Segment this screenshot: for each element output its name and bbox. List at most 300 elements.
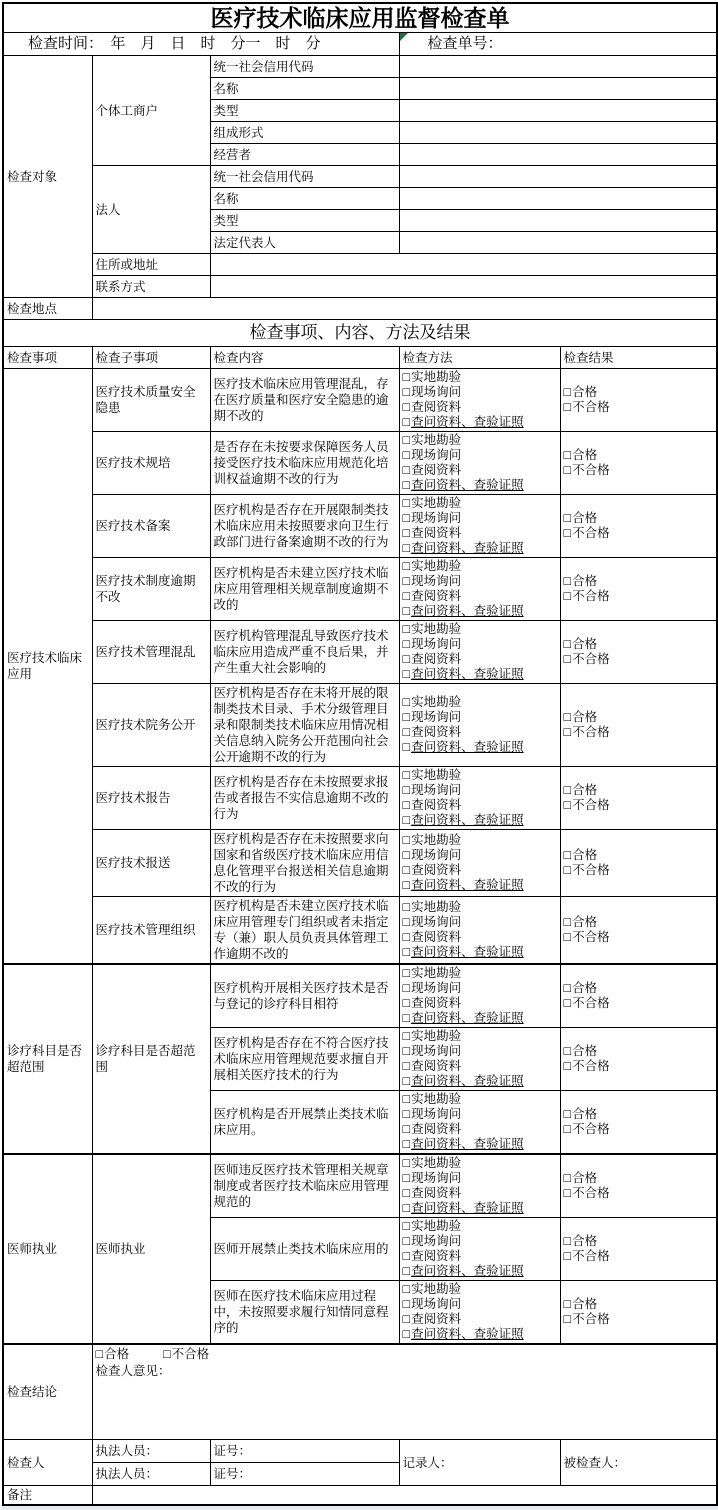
checkbox-label: 查问资料、查验证照 [411, 813, 524, 827]
checkbox-icon[interactable]: □ [563, 1249, 572, 1263]
checkbox-label: 实地勘验 [411, 1156, 462, 1170]
result-option[interactable] [564, 1297, 714, 1312]
form-table [2, 2, 718, 1506]
result-option[interactable] [564, 1044, 714, 1059]
checkbox-icon[interactable]: □ [402, 463, 411, 477]
method-option[interactable] [403, 695, 557, 710]
result-option[interactable] [564, 463, 714, 478]
results-cell [560, 767, 717, 830]
field-label: 统一社会信用代码 [210, 56, 399, 78]
checkbox-label: 不合格 [572, 996, 610, 1010]
method-option[interactable] [403, 589, 557, 604]
inspection-time-cell[interactable]: 检查时间： 年 月 日 时 分一 时 分 [3, 33, 399, 56]
content-cell: 医疗机构是否存在未将开展的限制类技术目录、手术分级管理目录和限制类技术临床应用情况相关信息纳入院务公开范围向社会公开逾期不改的行为 [210, 684, 399, 767]
checkbox-icon[interactable]: □ [402, 1171, 411, 1185]
method-option[interactable] [403, 1107, 557, 1122]
checkbox-label: 实地勘验 [411, 1219, 462, 1233]
checkbox-label: 查问资料、查验证照 [411, 667, 524, 681]
individual-business-label: 个体工商户 [92, 56, 210, 166]
checkbox-label: 不合格 [572, 1312, 610, 1326]
conclusion-option[interactable] [96, 1346, 130, 1363]
conclusion-option[interactable] [163, 1346, 209, 1363]
method-option[interactable] [403, 541, 557, 556]
checkbox-label: 合格 [572, 511, 598, 525]
content-cell: 医疗机构是否存在未按照要求向国家和省级医疗技术临床应用信息化管理平台报送相关信息逾期不改的行为 [210, 830, 399, 897]
method-option[interactable] [403, 604, 557, 619]
method-option[interactable] [403, 945, 557, 960]
checkbox-icon[interactable]: □ [402, 1092, 411, 1106]
checkbox-icon[interactable]: □ [402, 981, 411, 995]
checkbox-icon[interactable]: □ [563, 385, 572, 399]
method-option[interactable] [403, 813, 557, 828]
checkbox-label: 合格 [572, 915, 598, 929]
checkbox-label: 合格 [572, 448, 598, 462]
method-option[interactable] [403, 863, 557, 878]
checkbox-icon[interactable]: □ [563, 915, 572, 929]
checkbox-icon[interactable]: □ [563, 511, 572, 525]
checkbox-label: 合格 [572, 783, 598, 797]
checkbox-icon[interactable]: □ [402, 740, 411, 754]
checkbox-icon[interactable]: □ [402, 496, 411, 510]
results-cell [560, 558, 717, 621]
method-option[interactable] [403, 667, 557, 682]
method-option[interactable] [403, 652, 557, 667]
result-option[interactable] [564, 725, 714, 740]
checkbox-icon[interactable]: □ [402, 559, 411, 573]
checkbox-label: 合格 [572, 848, 598, 862]
results-cell [560, 1091, 717, 1155]
result-option[interactable] [564, 1122, 714, 1137]
method-option[interactable] [403, 415, 557, 430]
checkbox-icon[interactable]: □ [563, 1234, 572, 1248]
checkbox-label: 实地勘验 [411, 370, 462, 384]
method-option[interactable] [403, 1171, 557, 1186]
content-cell: 医疗机构开展相关医疗技术是否与登记的诊疗科目相符 [210, 964, 399, 1028]
method-option[interactable] [403, 637, 557, 652]
checkbox-label: 不合格 [572, 1186, 610, 1200]
method-option[interactable] [403, 1011, 557, 1026]
method-option[interactable] [403, 768, 557, 783]
checkbox-label: 合格 [572, 981, 598, 995]
checkbox-icon[interactable]: □ [402, 370, 411, 384]
method-option[interactable] [403, 1122, 557, 1137]
checkbox-label: 查阅资料 [411, 1249, 462, 1263]
methods-cell [399, 1218, 560, 1281]
checkbox-icon[interactable]: □ [402, 1312, 411, 1326]
checkbox-icon[interactable]: □ [402, 1219, 411, 1233]
checkbox-icon[interactable]: □ [402, 1059, 411, 1073]
checkbox-icon[interactable]: □ [95, 1347, 104, 1361]
checkbox-icon[interactable]: □ [402, 400, 411, 414]
checkbox-icon[interactable]: □ [402, 1074, 411, 1088]
checkbox-label: 现场询问 [411, 1044, 462, 1058]
checkbox-label: 现场询问 [411, 848, 462, 862]
results-cell [560, 897, 717, 965]
officer-cell[interactable]: 执法人员： [92, 1440, 210, 1463]
method-option[interactable] [403, 1186, 557, 1201]
checkbox-icon[interactable]: □ [563, 848, 572, 862]
result-option[interactable] [564, 511, 714, 526]
methods-cell [399, 432, 560, 495]
recorder-cell[interactable]: 记录人： [399, 1440, 560, 1486]
result-option[interactable] [564, 848, 714, 863]
checkbox-label: 查阅资料 [411, 1186, 462, 1200]
checkbox-label: 不合格 [572, 725, 610, 739]
checkbox-label: 实地勘验 [411, 966, 462, 980]
checkbox-label: 现场询问 [411, 448, 462, 462]
address-label: 住所或地址 [92, 254, 210, 276]
sub-item-cell: 诊疗科目是否超范围 [92, 964, 210, 1154]
method-option[interactable] [403, 1264, 557, 1279]
method-option[interactable] [403, 1234, 557, 1249]
conclusion-cell[interactable] [92, 1344, 717, 1440]
field-label: 法定代表人 [210, 232, 399, 254]
result-option[interactable] [564, 1249, 714, 1264]
checkbox-icon[interactable]: □ [402, 385, 411, 399]
result-option[interactable] [564, 1186, 714, 1201]
method-option[interactable] [403, 463, 557, 478]
checkbox-icon[interactable]: □ [563, 1044, 572, 1058]
value-cell[interactable] [399, 56, 717, 78]
checkbox-label: 实地勘验 [411, 768, 462, 782]
checkbox-icon[interactable]: □ [402, 511, 411, 525]
checkbox-icon[interactable]: □ [563, 1297, 572, 1311]
method-option[interactable] [403, 1029, 557, 1044]
field-label: 名称 [210, 78, 399, 100]
checkbox-icon[interactable]: □ [402, 1201, 411, 1215]
checkbox-label: 现场询问 [411, 637, 462, 651]
checkbox-icon[interactable]: □ [402, 448, 411, 462]
methods-cell [399, 495, 560, 558]
checkbox-label: 现场询问 [411, 574, 462, 588]
checkbox-label: 查问资料、查验证照 [411, 945, 524, 959]
checkbox-icon[interactable]: □ [563, 574, 572, 588]
result-option[interactable] [564, 1234, 714, 1249]
checkbox-icon[interactable]: □ [563, 526, 572, 540]
checkbox-icon[interactable]: □ [402, 930, 411, 944]
check-row [3, 767, 717, 830]
checkbox-icon[interactable]: □ [563, 652, 572, 666]
result-option[interactable] [564, 526, 714, 541]
checkbox-icon[interactable]: □ [563, 798, 572, 812]
checkbox-icon[interactable]: □ [563, 463, 572, 477]
checkbox-icon[interactable]: □ [402, 900, 411, 914]
checkbox-label: 不合格 [572, 589, 610, 603]
checkbox-label: 实地勘验 [411, 1092, 462, 1106]
item-cell: 医疗技术临床应用 [3, 369, 92, 965]
result-option[interactable] [564, 915, 714, 930]
result-option[interactable] [564, 400, 714, 415]
checkbox-label: 不合格 [572, 526, 610, 540]
method-option[interactable] [403, 1137, 557, 1152]
contact-label: 联系方式 [92, 276, 210, 298]
results-cell [560, 1281, 717, 1345]
result-option[interactable] [564, 637, 714, 652]
checkbox-icon[interactable]: □ [163, 1347, 171, 1361]
result-option[interactable] [564, 783, 714, 798]
sheet-no-label: 检查单号： [427, 35, 503, 52]
method-option[interactable] [403, 833, 557, 848]
method-option[interactable] [403, 710, 557, 725]
sheet-no-cell[interactable] [399, 33, 717, 56]
method-option[interactable] [403, 511, 557, 526]
method-option[interactable] [403, 798, 557, 813]
checkbox-icon[interactable]: □ [402, 1282, 411, 1296]
checkbox-icon[interactable]: □ [402, 574, 411, 588]
method-option[interactable] [403, 878, 557, 893]
checkbox-label: 查阅资料 [411, 400, 462, 414]
cert-no-cell[interactable]: 证号： [210, 1463, 399, 1486]
checkbox-icon[interactable]: □ [563, 1186, 572, 1200]
checkbox-icon[interactable]: □ [563, 448, 572, 462]
result-option[interactable] [564, 798, 714, 813]
checkbox-icon[interactable]: □ [402, 1249, 411, 1263]
checkbox-label: 不合格 [572, 930, 610, 944]
checkbox-icon[interactable]: □ [402, 667, 411, 681]
method-option[interactable] [403, 559, 557, 574]
methods-cell [399, 964, 560, 1028]
checkbox-icon[interactable]: □ [402, 1156, 411, 1170]
checkbox-icon[interactable]: □ [402, 813, 411, 827]
conclusion-label: 检查结论 [3, 1344, 92, 1440]
result-option[interactable] [564, 448, 714, 463]
results-cell [560, 830, 717, 897]
value-cell[interactable] [399, 232, 717, 254]
checkbox-icon[interactable]: □ [402, 415, 411, 429]
method-option[interactable] [403, 996, 557, 1011]
result-option[interactable] [564, 652, 714, 667]
col-header-content: 检查内容 [210, 347, 399, 369]
checkbox-icon[interactable]: □ [402, 1186, 411, 1200]
checkbox-label: 现场询问 [411, 1171, 462, 1185]
checkbox-icon[interactable]: □ [563, 996, 572, 1010]
checkbox-icon[interactable]: □ [402, 433, 411, 447]
checkbox-icon[interactable]: □ [402, 652, 411, 666]
result-option[interactable] [564, 574, 714, 589]
checkbox-icon[interactable]: □ [402, 604, 411, 618]
method-option[interactable] [403, 740, 557, 755]
checkbox-label: 查阅资料 [411, 589, 462, 603]
method-option[interactable] [403, 1219, 557, 1234]
address-value-cell[interactable] [210, 254, 717, 276]
result-option[interactable] [564, 1107, 714, 1122]
result-option[interactable] [564, 930, 714, 945]
officer-cell[interactable]: 执法人员： [92, 1463, 210, 1486]
checkbox-icon[interactable]: □ [402, 945, 411, 959]
col-header-method: 检查方法 [399, 347, 560, 369]
method-option[interactable] [403, 915, 557, 930]
checkbox-icon[interactable]: □ [563, 1171, 572, 1185]
checkbox-icon[interactable]: □ [402, 710, 411, 724]
result-option[interactable] [564, 1059, 714, 1074]
checkbox-icon[interactable]: □ [402, 541, 411, 555]
checkbox-label: 查阅资料 [411, 1122, 462, 1136]
method-option[interactable] [403, 930, 557, 945]
method-option[interactable] [403, 1297, 557, 1312]
checkbox-icon[interactable]: □ [402, 848, 411, 862]
content-cell: 医师开展禁止类技术临床应用的 [210, 1218, 399, 1281]
checkbox-icon[interactable]: □ [402, 915, 411, 929]
check-row [3, 684, 717, 767]
cert-no-cell[interactable]: 证号： [210, 1440, 399, 1463]
checkbox-icon[interactable]: □ [563, 783, 572, 797]
checkbox-label: 合格 [572, 1171, 598, 1185]
content-cell: 医疗机构是否存在开展限制类技术临床应用未按照要求向卫生行政部门进行备案逾期不改的行为 [210, 495, 399, 558]
checkbox-icon[interactable]: □ [563, 589, 572, 603]
checkbox-icon[interactable]: □ [402, 725, 411, 739]
method-option[interactable] [403, 1282, 557, 1297]
checkbox-icon[interactable]: □ [563, 637, 572, 651]
value-cell[interactable] [399, 78, 717, 100]
result-option[interactable] [564, 1312, 714, 1327]
method-option[interactable] [403, 981, 557, 996]
result-option[interactable] [564, 710, 714, 725]
method-option[interactable] [403, 478, 557, 493]
checkbox-icon[interactable]: □ [402, 637, 411, 651]
methods-cell [399, 897, 560, 965]
col-header-subitem: 检查子事项 [92, 347, 210, 369]
result-option[interactable] [564, 996, 714, 1011]
checkbox-label: 查问资料、查验证照 [411, 415, 524, 429]
checkbox-icon[interactable]: □ [402, 798, 411, 812]
value-cell[interactable] [399, 210, 717, 232]
checkbox-icon[interactable]: □ [402, 1137, 411, 1151]
method-option[interactable] [403, 622, 557, 637]
result-option[interactable] [564, 981, 714, 996]
method-option[interactable] [403, 1074, 557, 1089]
result-option[interactable] [564, 385, 714, 400]
method-option[interactable] [403, 1249, 557, 1264]
checkbox-icon[interactable]: □ [563, 1122, 572, 1136]
checkbox-icon[interactable]: □ [402, 863, 411, 877]
remark-value-cell[interactable] [92, 1486, 717, 1506]
checkbox-label: 查问资料、查验证照 [411, 604, 524, 618]
checkbox-label: 现场询问 [411, 1234, 462, 1248]
method-option[interactable] [403, 783, 557, 798]
value-cell[interactable] [399, 166, 717, 188]
field-label: 名称 [210, 188, 399, 210]
col-header-result: 检查结果 [560, 347, 717, 369]
checkbox-icon[interactable]: □ [402, 1044, 411, 1058]
method-option[interactable] [403, 1201, 557, 1216]
checkbox-label: 不合格 [572, 798, 610, 812]
checkbox-icon[interactable]: □ [402, 768, 411, 782]
method-option[interactable] [403, 1156, 557, 1171]
checkbox-label: 实地勘验 [411, 622, 462, 636]
content-cell: 医疗机构是否未建立医疗技术临床应用管理相关规章制度逾期不改的 [210, 558, 399, 621]
method-option[interactable] [403, 1059, 557, 1074]
method-option[interactable] [403, 433, 557, 448]
checkbox-icon[interactable]: □ [402, 1011, 411, 1025]
inspected-person-cell[interactable]: 被检查人： [560, 1440, 717, 1486]
checkbox-icon[interactable]: □ [402, 996, 411, 1010]
value-cell[interactable] [399, 122, 717, 144]
field-label: 类型 [210, 100, 399, 122]
result-option[interactable] [564, 1171, 714, 1186]
checkbox-label: 查问资料、查验证照 [411, 740, 524, 754]
checkbox-icon[interactable]: □ [402, 878, 411, 892]
result-option[interactable] [564, 589, 714, 604]
checkbox-icon[interactable]: □ [563, 863, 572, 877]
checkbox-icon[interactable]: □ [563, 1312, 572, 1326]
checkbox-icon[interactable]: □ [563, 710, 572, 724]
value-cell[interactable] [399, 188, 717, 210]
field-label: 经营者 [210, 144, 399, 166]
checkbox-icon[interactable]: □ [563, 400, 572, 414]
checkbox-icon[interactable]: □ [402, 526, 411, 540]
method-option[interactable] [403, 400, 557, 415]
value-cell[interactable] [399, 100, 717, 122]
checkbox-icon[interactable]: □ [563, 981, 572, 995]
checkbox-icon[interactable]: □ [402, 966, 411, 980]
checkbox-icon[interactable]: □ [402, 478, 411, 492]
checkbox-icon[interactable]: □ [402, 783, 411, 797]
content-cell: 医疗技术临床应用管理混乱，存在医疗质量和医疗安全隐患的逾期不改的 [210, 369, 399, 432]
method-option[interactable] [403, 385, 557, 400]
inspector-label: 检查人 [3, 1440, 92, 1486]
method-option[interactable] [403, 1327, 557, 1342]
methods-cell [399, 684, 560, 767]
content-cell: 医疗机构是否开展禁止类技术临床应用。 [210, 1091, 399, 1155]
method-option[interactable] [403, 725, 557, 740]
sub-item-cell: 医疗技术管理混乱 [92, 621, 210, 684]
method-option[interactable] [403, 370, 557, 385]
contact-value-cell[interactable] [210, 276, 717, 298]
method-option[interactable] [403, 848, 557, 863]
sub-item-cell: 医疗技术管理组织 [92, 897, 210, 965]
results-cell [560, 495, 717, 558]
checkbox-icon[interactable]: □ [402, 695, 411, 709]
check-row [3, 897, 717, 965]
method-option[interactable] [403, 1312, 557, 1327]
checkbox-icon[interactable]: □ [402, 1234, 411, 1248]
results-cell [560, 1154, 717, 1218]
checkbox-icon[interactable]: □ [563, 1059, 572, 1073]
method-option[interactable] [403, 966, 557, 981]
method-option[interactable] [403, 574, 557, 589]
location-value-cell[interactable] [92, 298, 717, 320]
checkbox-icon[interactable]: □ [563, 930, 572, 944]
checkbox-icon[interactable]: □ [402, 1264, 411, 1278]
checkbox-icon[interactable]: □ [402, 1327, 411, 1341]
checkbox-icon[interactable]: □ [402, 1122, 411, 1136]
checkbox-label: 不合格 [572, 1122, 610, 1136]
checkbox-label: 现场询问 [411, 1297, 462, 1311]
method-option[interactable] [403, 1092, 557, 1107]
results-cell [560, 621, 717, 684]
checkbox-label: 现场询问 [411, 511, 462, 525]
method-option[interactable] [403, 526, 557, 541]
cell-flag-icon [400, 33, 408, 41]
method-option[interactable] [403, 496, 557, 511]
checkbox-icon[interactable]: □ [563, 1107, 572, 1121]
checkbox-icon[interactable]: □ [402, 589, 411, 603]
checkbox-icon[interactable]: □ [402, 1029, 411, 1043]
method-option[interactable] [403, 448, 557, 463]
value-cell[interactable] [399, 144, 717, 166]
checkbox-icon[interactable]: □ [402, 1297, 411, 1311]
checkbox-icon[interactable]: □ [402, 833, 411, 847]
field-label: 统一社会信用代码 [210, 166, 399, 188]
result-option[interactable] [564, 863, 714, 878]
sub-item-cell: 医疗技术制度逾期不改 [92, 558, 210, 621]
method-option[interactable] [403, 1044, 557, 1059]
checkbox-icon[interactable]: □ [563, 725, 572, 739]
checkbox-label: 查阅资料 [411, 1312, 462, 1326]
checkbox-icon[interactable]: □ [402, 622, 411, 636]
checkbox-icon[interactable]: □ [402, 1107, 411, 1121]
method-option[interactable] [403, 900, 557, 915]
